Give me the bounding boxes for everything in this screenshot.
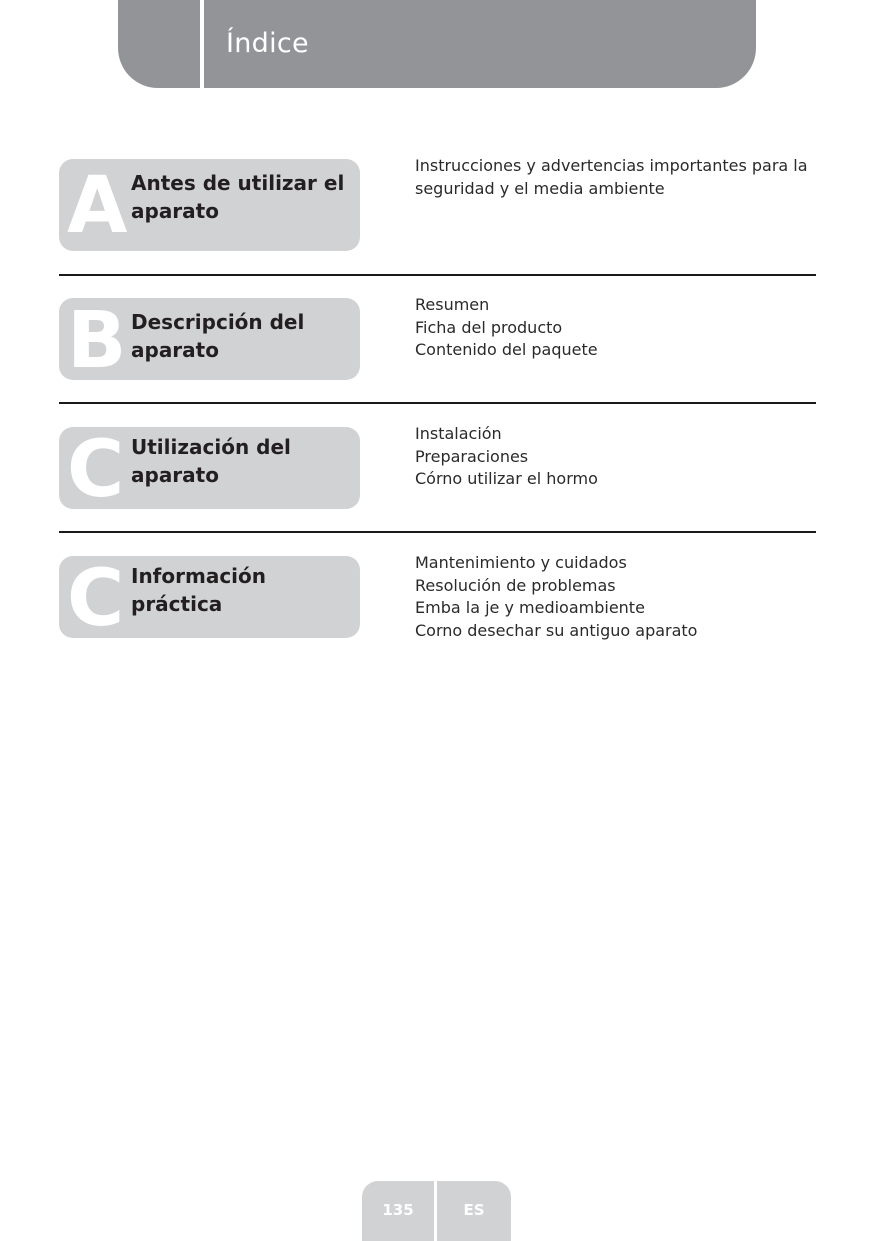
section-items [415,294,815,362]
toc-item[interactable]: Emba la je y medioambiente [415,598,645,617]
section-title: Descripción del aparato [131,310,305,362]
section-divider [59,531,816,533]
toc-item[interactable]: Ficha del producto [415,317,563,337]
section-letter: A [67,161,128,251]
page-header [118,0,756,88]
section-title: Utilización del aparato [131,435,291,487]
header-divider [200,0,204,88]
section-items [415,155,815,200]
section-title: Antes de utilizar el aparato [131,171,345,223]
toc-item[interactable]: Instrucciones y advertencias importantes para la seguridad y el media ambiente [415,156,808,198]
page-footer [362,1181,511,1241]
section-title: Información práctica [131,564,267,616]
toc-item[interactable]: Corno desechar su antiguo aparato [415,620,698,640]
section-items [415,423,815,491]
toc-item[interactable]: Contenido del paquete [415,340,598,359]
toc-item[interactable]: Preparaciones [415,446,529,466]
section-label-box [59,159,360,251]
section-divider [59,402,816,404]
toc-item[interactable]: Córno utilizar el hormo [415,469,598,488]
toc-item[interactable]: Resolución de problemas [415,575,616,595]
section-label-box [59,556,360,638]
section-letter: B [67,298,127,380]
page-title: Índice [226,28,309,59]
toc-item[interactable]: Mantenimiento y cuidados [415,553,627,572]
section-label-box [59,427,360,509]
section-label-box [59,298,360,380]
page-number: 135 [382,1201,414,1219]
toc-item[interactable]: Resumen [415,295,490,314]
section-divider [59,274,816,276]
section-letter: C [67,556,125,638]
section-items [415,552,815,642]
section-letter: C [67,427,125,509]
toc-item[interactable]: Instalación [415,424,502,443]
language-badge: ES [463,1201,485,1219]
